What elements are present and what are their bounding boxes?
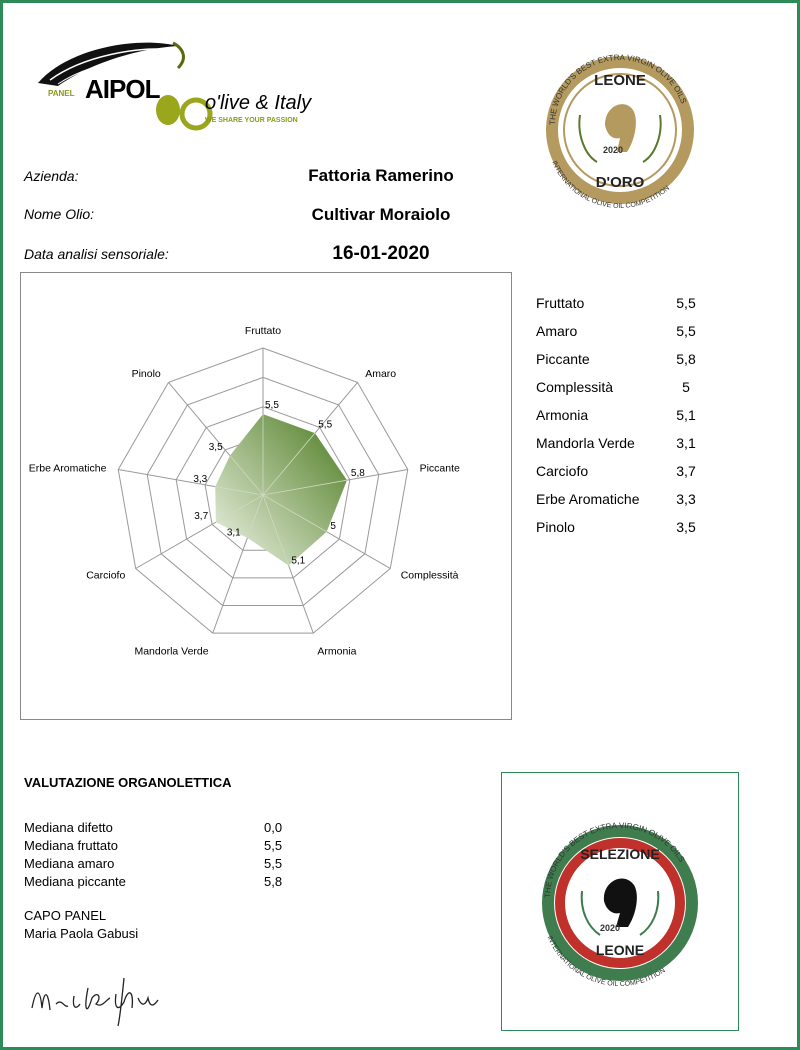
radar-category-label: Amaro [365, 368, 397, 381]
olio-value: Cultivar Moraiolo [311, 205, 451, 224]
attribute-value: 3,1 [676, 435, 696, 451]
seal-top-year: 2020 [602, 145, 624, 155]
attribute-value: 5,5 [676, 323, 696, 339]
data-value: 16-01-2020 [332, 243, 430, 264]
logo-main-text: AIPOL [85, 74, 160, 104]
attribute-row [536, 323, 716, 351]
attribute-row [536, 519, 716, 547]
median-value: 5,8 [264, 874, 283, 889]
capo-panel-name: Maria Paola Gabusi [24, 926, 139, 941]
attribute-row [536, 435, 716, 463]
radar-value-label: 5,5 [318, 419, 333, 431]
median-label: Mediana difetto [24, 820, 113, 835]
attribute-row [536, 379, 716, 407]
azienda-value: Fattoria Ramerino [308, 166, 454, 185]
attribute-row [536, 351, 716, 379]
median-row [24, 856, 324, 874]
attribute-table [536, 295, 716, 547]
median-row [24, 838, 324, 856]
selezione-leone-seal [502, 773, 738, 1030]
radar-category-label: Complessità [400, 569, 459, 582]
median-label: Mediana amaro [24, 856, 115, 871]
attribute-name: Pinolo [536, 519, 575, 535]
radar-category-label: Mandorla Verde [134, 645, 209, 658]
attribute-name: Mandorla Verde [536, 435, 635, 451]
radar-chart-box [20, 272, 512, 720]
attribute-row [536, 295, 716, 323]
selezione-seal-box [501, 772, 739, 1031]
azienda-label: Azienda: [24, 168, 79, 184]
median-label: Mediana fruttato [24, 838, 118, 853]
olio-label: Nome Olio: [24, 206, 95, 222]
median-value: 5,5 [264, 856, 283, 871]
seal-top-bottom-ring: INTERNATIONAL OLIVE OIL COMPETITION [550, 159, 672, 211]
seal2-year: 2020 [599, 923, 621, 933]
attribute-value: 5 [682, 379, 690, 395]
radar-value-label: 3,3 [193, 474, 208, 486]
evaluation-table [24, 820, 324, 892]
data-label: Data analisi sensoriale: [24, 246, 169, 262]
seal2-top-word: SELEZIONE [580, 846, 660, 862]
median-row [24, 874, 324, 892]
radar-category-label: Carciofo [86, 569, 126, 582]
radar-value-label: 5,1 [291, 555, 306, 567]
attribute-value: 3,7 [676, 463, 696, 479]
attribute-value: 5,1 [676, 407, 696, 423]
radar-value-label: 5,8 [350, 467, 365, 479]
radar-value-label: 3,7 [194, 511, 209, 523]
attribute-value: 3,5 [676, 519, 696, 535]
radar-value-label: 5,5 [265, 400, 279, 412]
radar-category-label: Pinolo [131, 368, 161, 381]
attribute-value: 5,8 [676, 351, 696, 367]
attribute-name: Erbe Aromatiche [536, 491, 640, 507]
attribute-name: Amaro [536, 323, 578, 339]
seal-bottom-word: D'ORO [595, 174, 645, 191]
radar-category-label: Erbe Aromatiche [28, 462, 107, 475]
attribute-name: Piccante [536, 351, 590, 367]
leone-doro-seal [535, 30, 705, 220]
seal-top-word: LEONE [594, 72, 646, 89]
attribute-row [536, 491, 716, 519]
radar-value-label: 5 [330, 520, 336, 532]
radar-category-label: Fruttato [244, 325, 282, 337]
median-value: 0,0 [264, 820, 283, 835]
seal2-bottom-ring: INTERNATIONAL OLIVE OIL COMPETITION [545, 934, 667, 989]
logo-tagline: WE SHARE YOUR PASSION [205, 117, 298, 124]
attribute-value: 3,3 [676, 491, 696, 507]
attribute-name: Fruttato [536, 295, 585, 311]
capo-panel-label: CAPO PANEL [24, 908, 107, 923]
attribute-value: 5,5 [676, 295, 696, 311]
signature [28, 968, 178, 1028]
median-row [24, 820, 324, 838]
seal-top-ring-text: THE WORLD'S BEST EXTRA VIRGIN OLIVE OILS [547, 52, 689, 126]
median-label: Mediana piccante [24, 874, 126, 889]
attribute-name: Carciofo [536, 463, 589, 479]
radar-chart [21, 273, 511, 719]
radar-category-label: Piccante [419, 462, 460, 475]
seal2-bottom-word: LEONE [595, 942, 645, 958]
evaluation-title: VALUTAZIONE ORGANOLETTICA [24, 775, 232, 790]
attribute-row [536, 407, 716, 435]
attribute-name: Complessità [536, 379, 614, 395]
radar-value-label: 3,1 [226, 527, 241, 539]
median-value: 5,5 [264, 838, 283, 853]
radar-value-label: 3,5 [208, 442, 223, 454]
radar-category-label: Armonia [317, 645, 357, 658]
attribute-name: Armonia [536, 407, 589, 423]
seal2-ring-text: THE WORLD'S BEST EXTRA VIRGIN OLIVE OILS [542, 820, 687, 899]
attribute-row [536, 463, 716, 491]
logo-panel-text: PANEL [48, 89, 75, 98]
logo-olive-text: o'live & Italy [205, 92, 312, 114]
